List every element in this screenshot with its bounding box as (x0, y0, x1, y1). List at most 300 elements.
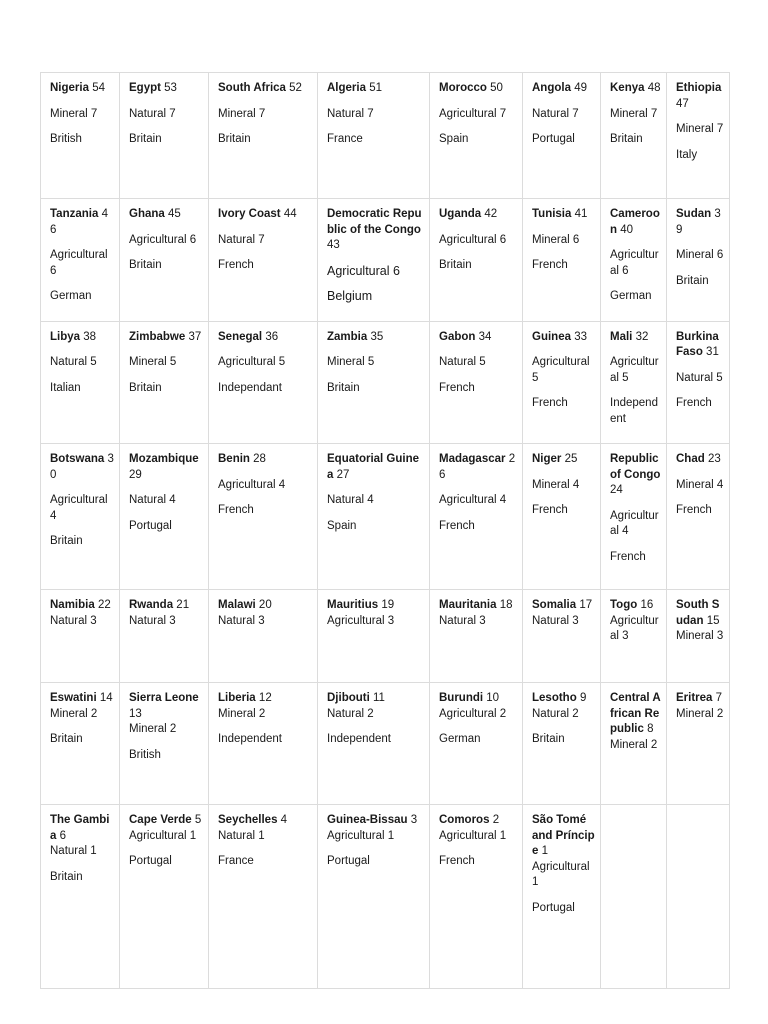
empty-cell (667, 805, 730, 989)
country-cell (601, 683, 667, 805)
colonial-power: Portugal (532, 133, 575, 145)
country-name: Nigeria (50, 82, 89, 94)
country-name: Ghana (129, 208, 165, 220)
country-heading (532, 452, 595, 468)
colonial-power: French (532, 504, 568, 516)
country-name: Senegal (218, 330, 263, 343)
country-heading (218, 330, 312, 346)
country-name: Sudan (676, 208, 712, 220)
country-rank: 15 (706, 614, 720, 627)
country-heading (50, 813, 114, 844)
country-cell (120, 805, 209, 989)
resource-type: Agricultural 4 (610, 509, 659, 537)
resource-type: Natural 3 (50, 614, 97, 627)
country-heading (439, 691, 517, 707)
country-rank: 31 (706, 346, 719, 358)
colonial-power: French (439, 519, 475, 532)
country-rank: 33 (574, 330, 587, 343)
resource-type: Natural 3 (532, 614, 579, 627)
resource-type: Agricultural 1 (439, 829, 507, 842)
country-heading (50, 330, 114, 346)
country-rank: 8 (647, 723, 654, 735)
resource-type: Natural 2 (327, 707, 374, 720)
country-name: Benin (218, 453, 250, 465)
colonial-power: France (218, 855, 254, 867)
table-row (41, 683, 730, 805)
country-heading (532, 813, 595, 860)
country-heading (532, 207, 595, 223)
country-cell (430, 321, 523, 444)
country-rank: 51 (369, 82, 382, 94)
country-heading (218, 81, 312, 97)
country-heading (610, 207, 661, 238)
resource-type: Natural 3 (439, 614, 486, 627)
country-name: Sierra Leone (129, 692, 199, 704)
country-name: Liberia (218, 692, 256, 704)
country-cell (41, 444, 120, 590)
resource-type: Agricultural 1 (532, 860, 590, 888)
country-cell (667, 73, 730, 199)
resource-type: Mineral 6 (532, 233, 580, 246)
country-rank: 7 (715, 692, 723, 704)
country-rank: 43 (327, 239, 340, 251)
country-rank: 40 (620, 223, 634, 236)
resource-type: Agricultural 7 (439, 107, 507, 120)
country-cell (667, 199, 730, 322)
country-heading (218, 598, 312, 614)
country-rank: 23 (707, 453, 721, 465)
country-rank: 48 (647, 82, 661, 94)
country-heading (439, 207, 517, 223)
country-name: Zimbabwe (129, 330, 186, 343)
country-name: Egypt (129, 82, 161, 94)
country-heading (532, 691, 595, 707)
country-heading (327, 452, 424, 483)
resource-type: Natural 1 (50, 845, 97, 857)
country-heading (676, 81, 724, 112)
country-cell (601, 444, 667, 590)
resource-type: Agricultural 1 (129, 829, 197, 842)
country-name: Uganda (439, 208, 482, 220)
country-rank: 12 (258, 692, 272, 704)
resource-type: Natural 2 (532, 707, 579, 720)
country-cell (41, 73, 120, 199)
country-cell (209, 683, 318, 805)
colonial-power: Italy (676, 148, 698, 161)
resource-type: Mineral 3 (676, 630, 724, 642)
country-rank: 38 (83, 330, 97, 343)
country-heading (218, 691, 312, 707)
resource-type: Mineral 7 (676, 123, 724, 135)
country-heading (676, 330, 724, 361)
resource-type: Mineral 2 (676, 707, 724, 720)
country-name: South Sudan (676, 599, 720, 627)
colonial-power: German (610, 290, 652, 302)
country-cell (41, 199, 120, 322)
resource-type: Natural 5 (676, 371, 723, 384)
colonial-power: Britain (610, 133, 643, 145)
country-heading (676, 691, 724, 707)
country-rank: 5 (194, 814, 202, 826)
country-rank: 46 (50, 208, 108, 236)
colonial-power: French (676, 397, 712, 409)
country-name: Botswana (50, 453, 105, 465)
country-heading (610, 598, 661, 614)
country-cell (601, 73, 667, 199)
country-heading (50, 207, 114, 238)
country-name: Mozambique (129, 453, 199, 465)
country-cell (318, 199, 430, 322)
resource-type: Agricultural 6 (439, 233, 507, 246)
country-name: Ivory Coast (218, 208, 281, 220)
country-cell (41, 590, 120, 683)
country-heading (610, 691, 661, 738)
country-name: Mauritius (327, 599, 379, 611)
country-heading (327, 691, 424, 707)
country-name: South Africa (218, 82, 286, 94)
colonial-power: Independent (610, 397, 658, 425)
colonial-power: Portugal (129, 855, 172, 867)
country-name: Libya (50, 330, 81, 343)
resource-type: Agricultural 6 (610, 249, 659, 277)
country-rank: 54 (92, 82, 105, 94)
country-name: Lesotho (532, 692, 577, 704)
country-cell (318, 444, 430, 590)
country-heading (50, 452, 114, 483)
country-cell (209, 444, 318, 590)
country-name: Cape Verde (129, 814, 192, 826)
country-cell (667, 444, 730, 590)
table-row (41, 444, 730, 590)
country-rank: 36 (265, 330, 279, 343)
resource-type: Mineral 4 (676, 478, 724, 491)
colonial-power: Britain (676, 274, 709, 287)
colonial-power: Belgium (327, 289, 373, 303)
colonial-power: Britain (129, 381, 162, 394)
country-cell (120, 321, 209, 444)
country-cell (41, 805, 120, 989)
resource-type: Natural 4 (327, 494, 374, 506)
country-cell (430, 73, 523, 199)
country-heading (218, 813, 312, 829)
colonial-power: Britain (532, 733, 565, 745)
country-cell (120, 73, 209, 199)
country-cell (601, 199, 667, 322)
colonial-power: Portugal (532, 901, 575, 914)
country-heading (676, 207, 724, 238)
country-cell (601, 321, 667, 444)
country-rank: 50 (490, 82, 503, 94)
country-name: Burkina Faso (676, 330, 719, 358)
country-cell (120, 199, 209, 322)
resource-type: Natural 1 (218, 829, 265, 842)
colonial-power: Spain (439, 133, 469, 145)
colonial-power: British (129, 748, 161, 761)
colonial-power: British (50, 133, 82, 145)
country-heading (129, 207, 203, 223)
country-name: São Tomé and Príncipe (532, 814, 595, 857)
country-cell (523, 321, 601, 444)
country-name: Madagascar (439, 453, 506, 465)
country-cell (430, 590, 523, 683)
country-name: Tanzania (50, 208, 99, 220)
country-heading (50, 691, 114, 707)
country-heading (327, 813, 424, 829)
country-rank: 9 (579, 692, 587, 704)
colonial-power: Portugal (129, 519, 172, 532)
country-rank: 6 (59, 829, 67, 842)
country-heading (439, 813, 517, 829)
country-heading (327, 598, 424, 614)
country-name: Mali (610, 330, 633, 343)
country-name: Eritrea (676, 692, 713, 704)
colonial-power: Italian (50, 381, 81, 394)
country-heading (676, 452, 724, 468)
country-name: Rwanda (129, 599, 174, 611)
country-name: Chad (676, 453, 705, 465)
country-rank: 20 (258, 599, 272, 611)
country-cell (120, 444, 209, 590)
country-rank: 22 (97, 599, 111, 611)
resource-type: Mineral 7 (218, 107, 266, 120)
country-cell (209, 321, 318, 444)
country-cell (120, 590, 209, 683)
country-name: Burundi (439, 692, 484, 704)
country-rank: 16 (640, 599, 654, 611)
country-rank: 18 (499, 599, 513, 611)
colonial-power: French (610, 550, 646, 563)
colonial-power: German (439, 733, 481, 745)
country-name: Equatorial Guinea (327, 453, 420, 481)
country-heading (610, 81, 661, 97)
country-name: Republic of Congo (610, 453, 661, 481)
country-name: Cameroon (610, 208, 660, 236)
country-rank: 4 (280, 814, 288, 826)
country-rank: 34 (478, 330, 492, 343)
country-heading (218, 207, 312, 223)
country-heading (327, 81, 424, 97)
country-heading (327, 207, 424, 254)
country-name: Tunisia (532, 208, 572, 220)
country-cell (41, 321, 120, 444)
country-name: Seychelles (218, 814, 281, 826)
country-rank: 37 (188, 330, 202, 343)
country-heading (610, 330, 661, 346)
resource-type: Mineral 2 (129, 723, 177, 735)
colonial-power: French (439, 855, 475, 867)
resource-type: Natural 4 (129, 494, 176, 506)
colonial-power: France (327, 133, 363, 145)
resource-type: Agricultural 6 (129, 233, 197, 246)
country-name: Ethiopia (676, 82, 722, 94)
resource-type: Natural 3 (218, 614, 265, 627)
country-cell (667, 590, 730, 683)
country-rank: 53 (164, 82, 177, 94)
country-heading (439, 81, 517, 97)
country-cell (523, 444, 601, 590)
colonial-power: French (532, 397, 568, 409)
country-rank: 17 (579, 599, 593, 611)
country-rank: 28 (253, 453, 266, 465)
country-name: Guinea (532, 330, 571, 343)
resource-type: Agricultural 4 (439, 494, 507, 506)
resource-type: Mineral 7 (610, 107, 658, 120)
resource-type: Agricultural 6 (327, 263, 400, 278)
resource-type: Agricultural 5 (610, 356, 659, 384)
country-rank: 19 (381, 599, 395, 611)
country-cell (318, 590, 430, 683)
country-heading (676, 598, 724, 629)
country-cell (523, 73, 601, 199)
colonial-power: French (532, 259, 568, 271)
country-name: Djibouti (327, 692, 370, 704)
colonial-power: Britain (50, 870, 83, 883)
country-rank: 10 (486, 692, 500, 704)
table-row (41, 590, 730, 683)
country-name: Angola (532, 82, 571, 94)
colonial-power: Britain (129, 259, 162, 271)
resource-type: Natural 5 (439, 356, 486, 368)
country-rank: 1 (541, 845, 549, 857)
country-name: Malawi (218, 599, 256, 611)
country-rank: 25 (564, 453, 578, 465)
resource-type: Mineral 2 (218, 707, 266, 720)
country-heading (129, 691, 203, 722)
country-heading (129, 330, 203, 346)
colonial-power: French (218, 259, 254, 271)
resource-type: Natural 7 (532, 107, 579, 120)
country-name: Central African Republic (610, 692, 661, 735)
country-rank: 45 (168, 208, 181, 220)
colonial-power: Britain (50, 535, 83, 547)
country-rank: 44 (283, 208, 297, 220)
country-cell (209, 590, 318, 683)
country-cell (209, 805, 318, 989)
country-rank: 29 (129, 468, 142, 481)
resource-type: Natural 5 (50, 356, 97, 368)
country-rank: 32 (635, 330, 649, 343)
country-cell (430, 444, 523, 590)
colonial-power: Portugal (327, 855, 370, 867)
country-heading (610, 452, 661, 499)
colonial-power: French (218, 504, 254, 516)
country-heading (439, 330, 517, 346)
country-cell (209, 199, 318, 322)
table-row (41, 199, 730, 322)
country-cell (120, 683, 209, 805)
colonial-power: Spain (327, 519, 357, 532)
country-rank: 47 (676, 97, 689, 110)
country-cell (430, 805, 523, 989)
country-cell (41, 683, 120, 805)
country-cell (601, 590, 667, 683)
country-name: Namibia (50, 599, 95, 611)
country-heading (50, 598, 114, 614)
country-name: Niger (532, 453, 562, 465)
country-heading (327, 330, 424, 346)
resource-type: Agricultural 6 (50, 249, 108, 277)
colonial-power: French (676, 504, 712, 516)
resource-type: Agricultural 4 (218, 478, 286, 491)
country-cell (430, 199, 523, 322)
resource-type: Agricultural 4 (50, 494, 108, 522)
country-cell (318, 73, 430, 199)
country-name: Somalia (532, 599, 577, 611)
country-rank: 13 (129, 707, 142, 720)
country-rank: 52 (289, 82, 302, 94)
country-cell (523, 683, 601, 805)
country-cell (523, 199, 601, 322)
resource-type: Mineral 4 (532, 478, 580, 491)
country-heading (50, 81, 114, 97)
country-name: Kenya (610, 82, 645, 94)
country-heading (532, 598, 595, 614)
country-cell (318, 321, 430, 444)
country-heading (129, 81, 203, 97)
country-name: Guinea-Bissau (327, 814, 408, 826)
resource-type: Agricultural 5 (532, 356, 590, 384)
empty-cell (601, 805, 667, 989)
country-heading (129, 452, 203, 483)
country-name: The Gambia (50, 814, 110, 842)
country-heading (532, 81, 595, 97)
colonial-power: French (439, 381, 475, 394)
country-heading (532, 330, 595, 346)
colonial-power: Britain (129, 133, 162, 145)
country-name: Algeria (327, 82, 366, 94)
table-row (41, 321, 730, 444)
country-heading (218, 452, 312, 468)
resource-type: Natural 7 (327, 107, 374, 120)
country-rank: 26 (439, 453, 516, 481)
country-heading (129, 813, 203, 829)
table-row (41, 73, 730, 199)
country-name: Eswatini (50, 692, 97, 704)
country-name: Togo (610, 599, 638, 611)
country-cell (209, 73, 318, 199)
country-rank: 30 (50, 453, 114, 481)
country-name: Gabon (439, 330, 476, 343)
resource-type: Natural 7 (218, 233, 265, 246)
colonial-power: German (50, 290, 92, 302)
country-rank: 11 (373, 692, 385, 704)
country-rank: 41 (574, 208, 588, 220)
country-cell (318, 683, 430, 805)
country-rank: 35 (370, 330, 384, 343)
resource-type: Mineral 2 (50, 707, 98, 720)
country-name: Morocco (439, 82, 487, 94)
country-name: Comoros (439, 814, 490, 826)
colonial-power: Britain (327, 381, 360, 394)
colonial-power: Independent (218, 733, 282, 745)
colonial-power: Independant (218, 381, 282, 394)
resource-type: Mineral 2 (610, 738, 658, 751)
resource-type: Mineral 7 (50, 107, 98, 120)
resource-type: Agricultural 2 (439, 707, 507, 720)
colonial-power: Britain (50, 733, 83, 745)
table-row (41, 805, 730, 989)
country-rank: 49 (574, 82, 587, 94)
country-cell (523, 805, 601, 989)
country-rank: 27 (336, 468, 350, 481)
country-cell (667, 683, 730, 805)
country-heading (439, 598, 517, 614)
resource-type: Agricultural 5 (218, 356, 286, 368)
country-cell (318, 805, 430, 989)
resource-type: Agricultural 1 (327, 829, 395, 842)
country-rank: 21 (176, 599, 190, 611)
country-heading (129, 598, 203, 614)
